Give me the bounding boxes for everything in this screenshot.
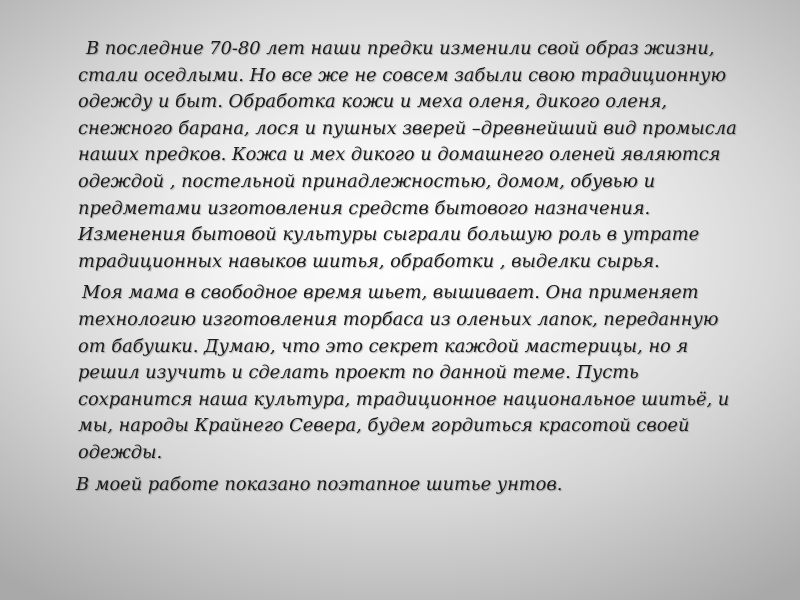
- slide-text-block: [78, 36, 748, 503]
- paragraph-1: В последние 70-80 лет наши предки изменили свой образ жизни, стали оседлыми. Но все же не совсем забыли свою традиционную одежду и быт. Обработка кожи и меха оленя, дикого оленя, снежного барана, лося и пушных зверей –древнейший вид промысла наших предков. Кожа и мех дикого и домашнего оленей являются одеждой , постельной принадлежностью, домом, обувью и предметами изготовления средств бытового назначения. Изменения бытовой культуры сыграли большую роль в утрате традиционных навыков шитья, обработки , выделки сырья.: [78, 38, 737, 272]
- paragraph-3: В моей работе показано поэтапное шитье унтов.: [76, 473, 563, 495]
- paragraph-2: Моя мама в свободное время шьет, вышивает. Она применяет технологию изготовления торбаса из оленьих лапок, переданную от бабушки. Думаю, что это секрет каждой мастерицы, но я решил изучить и сделать проект по данной теме. Пусть сохранится наша культура, традиционное национальное шитьё, и мы, народы Крайнего Севера, будем гордиться красотой своей одежды.: [78, 282, 730, 463]
